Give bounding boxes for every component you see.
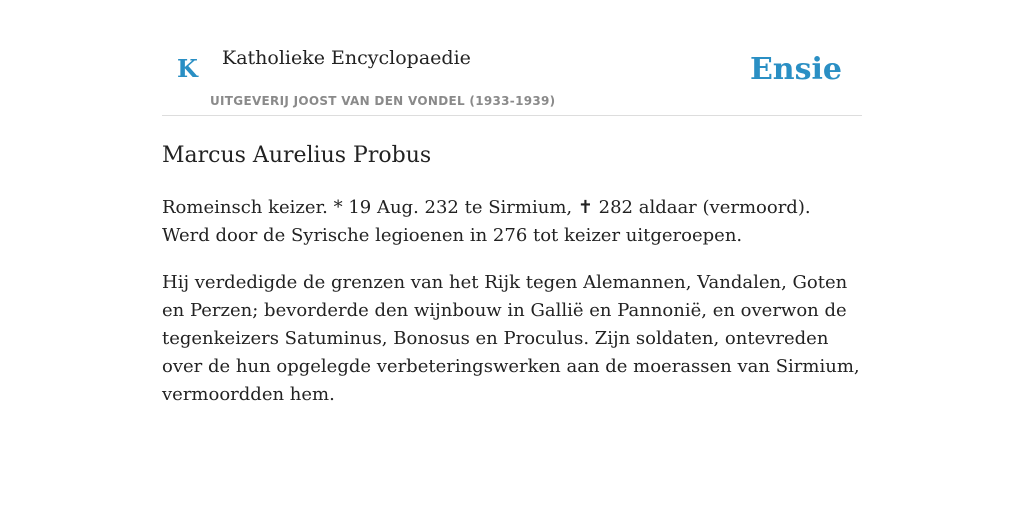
article-paragraph: Hij verdedigde de grenzen van het Rijk tegen Alemannen, Vandalen, Goten en Perzen; bevorderde den wijnbouw in Gallië en Pannonië, en overwon de tegenkeizers Satuminus, Bonosus en Proculus. Zijn soldaten, ontevreden over de hun opgelegde verbeteringswerken aan de moerassen van Sirmium, vermoordden hem.	[162, 272, 860, 405]
article	[162, 140, 862, 409]
site-title-link[interactable]: Katholieke Encyclopaedie	[222, 47, 471, 69]
brand-logo-link[interactable]: Ensie	[749, 52, 842, 87]
site-header	[162, 0, 862, 116]
site-logo-icon[interactable]: K	[177, 54, 198, 83]
article-title: Marcus Aurelius Probus	[162, 143, 432, 168]
page	[162, 0, 862, 409]
article-paragraph: Romeinsch keizer. * 19 Aug. 232 te Sirmium, ✝ 282 aldaar (vermoord). Werd door de Syrische legioenen in 276 tot keizer uitgeroepen.	[162, 197, 811, 246]
publisher-label: UITGEVERIJ JOOST VAN DEN VONDEL (1933-1939)	[210, 94, 556, 108]
